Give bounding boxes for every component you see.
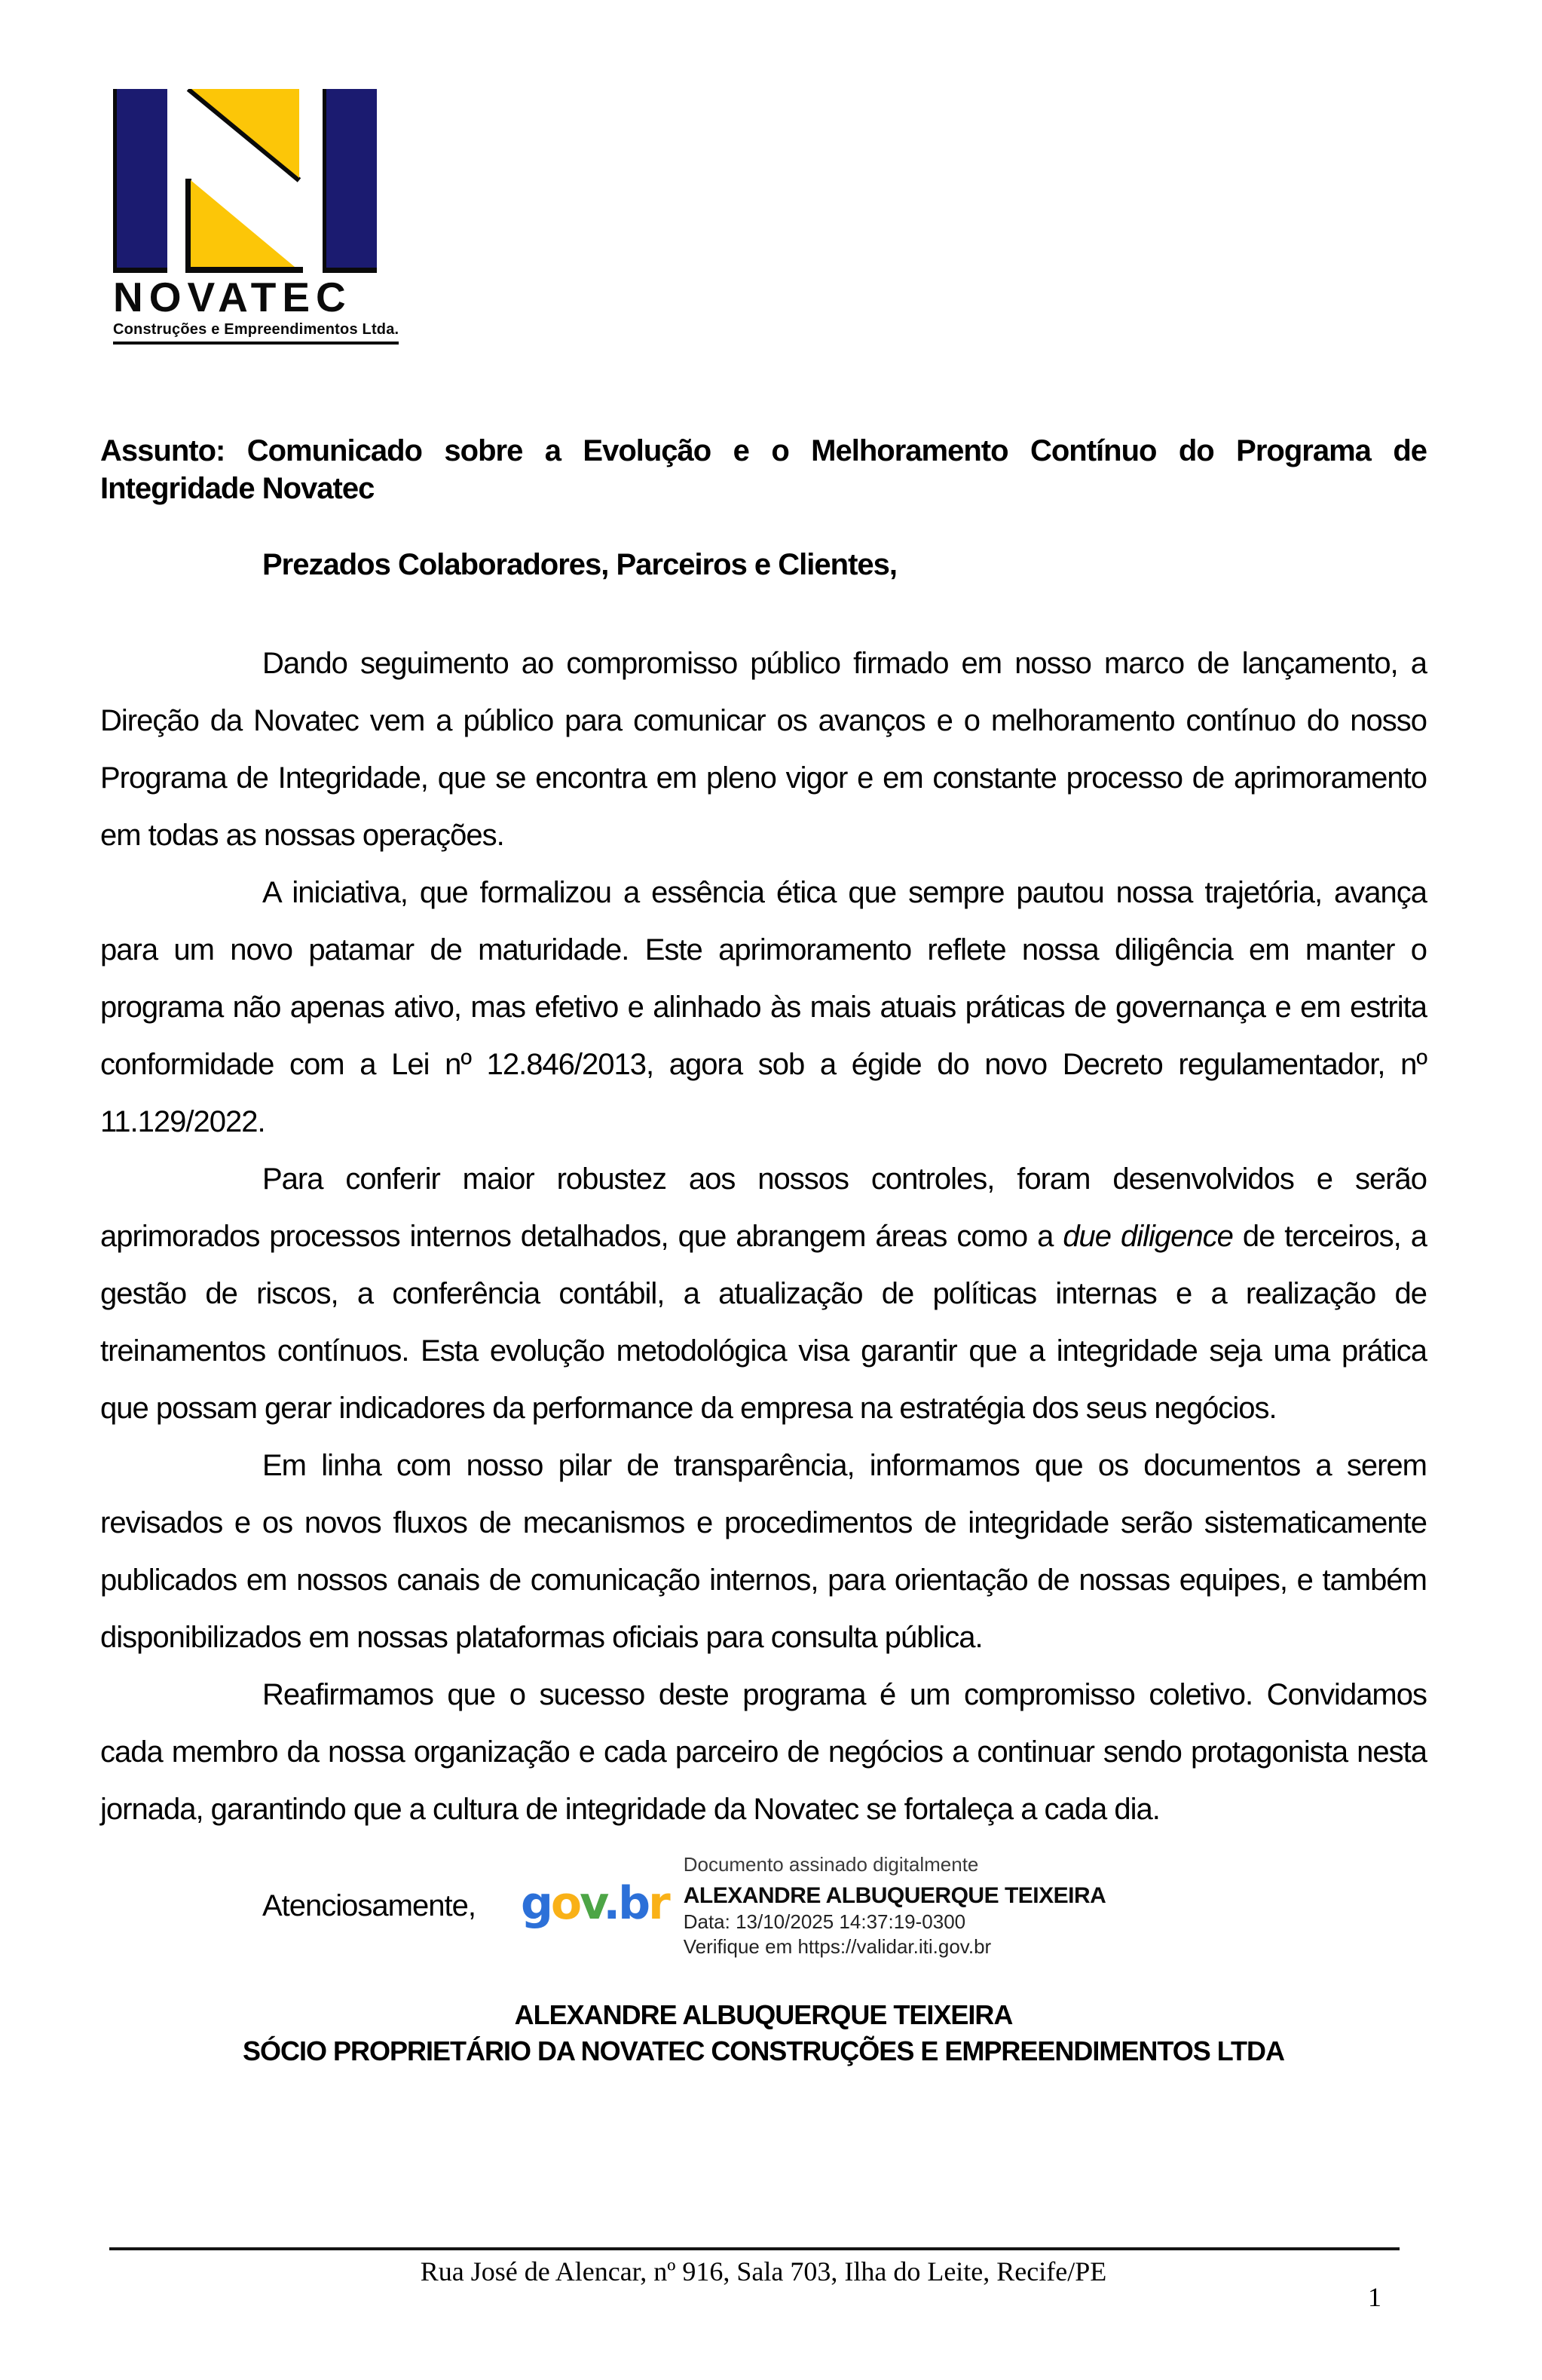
stamp-signed-note: Documento assinado digitalmente bbox=[683, 1853, 979, 1876]
footer-divider bbox=[109, 2247, 1400, 2250]
letter-body bbox=[100, 0, 1427, 2069]
paragraph-5: Reafirmamos que o sucesso deste programa é um compromisso coletivo. Convidamos cada membro da nossa organização e cada parceiro de negócios a continuar sendo protagonista nesta jornada, garantindo que a cultura de integridade da Novatec se fortaleça a cada dia. bbox=[100, 1678, 1427, 1826]
signature-row bbox=[100, 1852, 1427, 1959]
stamp-verify-line: Verifique em https://validar.iti.gov.br bbox=[683, 1935, 992, 1958]
salutation-line: Prezados Colaboradores, Parceiros e Clientes, bbox=[262, 548, 898, 581]
paragraph-2: A iniciativa, que formalizou a essência ética que sempre pautou nossa trajetória, avança para um novo patamar de maturidade. Este aprimoramento reflete nossa diligência em manter o programa não apenas ativo, mas efetivo e alinhado às mais atuais práticas de governança e em estrita conformidade com a Lei nº 12.846/2013, agora sob a égide do novo Decreto regulamentador, nº 11.129/2022. bbox=[100, 876, 1427, 1138]
footer-address: Rua José de Alencar, nº 916, Sala 703, Ilha do Leite, Recife/PE bbox=[420, 2256, 1107, 2287]
subject-line: Assunto: Comunicado sobre a Evolução e o Melhoramento Contínuo do Programa de Integridade Novatec bbox=[100, 434, 1427, 505]
stamp-date-line: Data: 13/10/2025 14:37:19-0300 bbox=[683, 1910, 966, 1933]
signer-title-line: SÓCIO PROPRIETÁRIO DA NOVATEC CONSTRUÇÕES E EMPREENDIMENTOS LTDA bbox=[242, 2035, 1285, 2066]
govbr-letter: v bbox=[580, 1876, 604, 1930]
paragraph-3-italic-term: due diligence bbox=[1063, 1220, 1233, 1253]
govbr-letter: r bbox=[648, 1876, 669, 1930]
govbr-letter: . bbox=[603, 1876, 619, 1930]
closing-line: Atenciosamente, bbox=[262, 1888, 476, 1922]
logo-subtitle-text: Construções e Empreendimentos Ltda. bbox=[113, 321, 399, 345]
signer-name-line: ALEXANDRE ALBUQUERQUE TEIXEIRA bbox=[514, 1999, 1013, 2030]
govbr-letter: b bbox=[618, 1876, 649, 1930]
digital-signature-stamp bbox=[684, 1852, 1106, 1959]
paragraph-3-segment: de terceiros, a gestão de riscos, a conferência contábil, a atualização de políticas internas e a realização de treinamentos contínuos. Esta evolução metodológica visa garantir que a integridade seja uma prática que possam gerar indicadores da performance da empresa na estratégia dos seus negócios. bbox=[100, 1220, 1427, 1425]
page-number: 1 bbox=[1368, 2282, 1381, 2312]
paragraph-1: Dando seguimento ao compromisso público firmado em nosso marco de lançamento, a Direção da Novatec vem a público para comunicar os avanços e o melhoramento contínuo do nosso Programa de Integridade, que se encontra em pleno vigor e em constante processo de aprimoramento em todas as nossas operações. bbox=[100, 647, 1427, 852]
paragraph-4: Em linha com nosso pilar de transparência, informamos que os documentos a serem revisados e os novos fluxos de mecanismos e procedimentos de integridade serão sistematicamente publicados em nossos canais de comunicação internos, para orientação de nossas equipes, e também disponibilizados em nossas plataformas oficiais para consulta pública. bbox=[100, 1449, 1427, 1654]
stamp-signer-name: ALEXANDRE ALBUQUERQUE TEIXEIRA bbox=[683, 1883, 1106, 1908]
govbr-logo bbox=[520, 1876, 669, 1931]
signature-block bbox=[100, 1997, 1427, 2069]
govbr-letter: g bbox=[520, 1876, 551, 1930]
govbr-letter: o bbox=[550, 1876, 580, 1930]
logo-brand-text: NOVATEC bbox=[113, 274, 352, 320]
paragraph-3-segment: Para conferir maior robustez aos nossos controles, foram desenvolvidos e serão aprimorados processos internos detalhados, que abrangem áreas como a bbox=[100, 1162, 1427, 1253]
paragraph-3 bbox=[100, 1150, 1427, 1437]
